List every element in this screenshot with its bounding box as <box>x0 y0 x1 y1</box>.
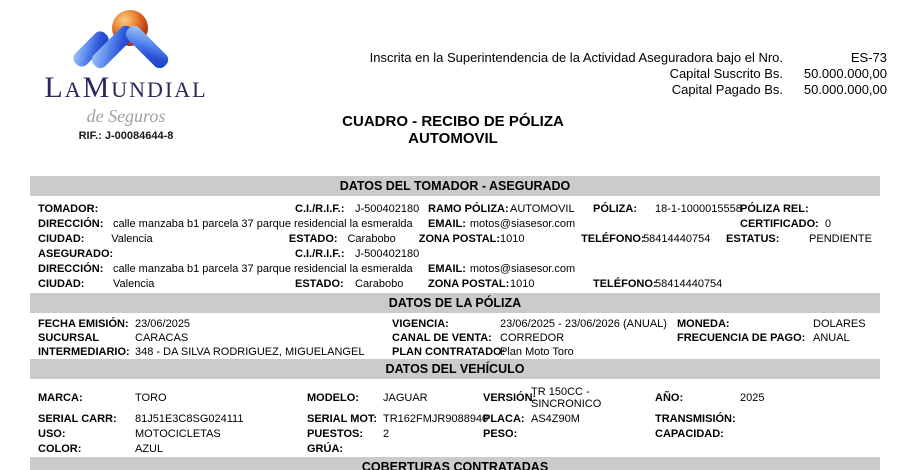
zona-postal-label: ZONA POSTAL: <box>428 278 510 290</box>
frecuencia-pago-label: FRECUENCIA DE PAGO: <box>677 332 806 344</box>
tomador-label: TOMADOR: <box>38 203 99 215</box>
ciudad-value: Valencia <box>111 233 153 245</box>
registration-block <box>370 50 887 98</box>
ano-value: 2025 <box>740 391 765 404</box>
vehiculo-row-2 <box>38 412 872 427</box>
cirif-label: C.I./R.I.F.: <box>295 203 345 215</box>
estado-value: Carabobo <box>355 278 404 290</box>
marca-value: TORO <box>135 391 167 404</box>
version-value: TR 150CC - SINCRONICO <box>531 386 602 410</box>
serial-carroceria-value: 81J51E3C8SG024111 <box>135 413 244 425</box>
transmision-label: TRANSMISIÓN: <box>655 413 736 425</box>
sucursal-label: SUCURSAL <box>38 332 100 344</box>
grua-label: GRÚA: <box>307 443 344 455</box>
direccion-label: DIRECCIÓN: <box>38 218 104 230</box>
poliza-row-3 <box>38 345 872 359</box>
fecha-emision-label: FECHA EMISIÓN: <box>38 318 129 330</box>
company-rif: RIF.: J-00084644-8 <box>78 130 174 142</box>
email-label: EMAIL: <box>428 218 466 230</box>
poliza-rel-label: PÓLIZA REL: <box>740 203 809 215</box>
section-header-coberturas: COBERTURAS CONTRATADAS <box>30 457 880 470</box>
vigencia-value: 23/06/2025 - 23/06/2026 (ANUAL) <box>500 318 667 330</box>
serial-carroceria-label: SERIAL CARR: <box>38 413 117 425</box>
uso-label: USO: <box>38 428 66 440</box>
document-title-line1: CUADRO - RECIBO DE PÓLIZA <box>342 113 564 130</box>
document-body <box>30 176 880 470</box>
marca-label: MARCA: <box>38 391 83 404</box>
capital-suscrito-line <box>370 66 887 82</box>
poliza-row-2 <box>38 331 872 345</box>
document-title <box>0 113 906 147</box>
la-mundial-logo-icon <box>66 8 186 72</box>
section-poliza <box>30 313 880 359</box>
grua-value <box>383 442 483 457</box>
sucursal-value: CARACAS <box>135 332 189 344</box>
estatus-label: ESTATUS: <box>726 233 780 245</box>
poliza-value: 18-1-1000015558 <box>655 203 742 215</box>
email-cell <box>428 262 740 277</box>
poliza-row-1 <box>38 317 872 331</box>
tomador-row-6 <box>38 277 872 292</box>
direccion-value: calle manzaba b1 parcela 37 parque residencial la esmeralda <box>113 218 413 230</box>
estado-value: Carabobo <box>347 233 396 245</box>
section-vehiculo <box>30 379 880 457</box>
document-title-line2: AUTOMOVIL <box>408 130 498 147</box>
email-cell <box>428 217 740 232</box>
vehiculo-row-3 <box>38 427 872 442</box>
telefono-label: TELÉFONO: <box>593 278 657 290</box>
version-label: VERSIÓN: <box>483 391 537 404</box>
fecha-emision-value: 23/06/2025 <box>135 318 191 330</box>
email-label: EMAIL: <box>428 263 466 275</box>
ramo-poliza-value: AUTOMOVIL <box>510 203 575 215</box>
certificado-value: 0 <box>825 218 832 230</box>
telefono-value: 58414440754 <box>655 278 723 290</box>
puestos-value: 2 <box>383 428 390 440</box>
capital-pagado-value: 50.000.000,00 <box>803 82 887 97</box>
moneda-value: DOLARES <box>813 318 866 330</box>
modelo-label: MODELO: <box>307 391 359 404</box>
company-name: LAMUNDIAL <box>44 71 208 104</box>
canal-venta-label: CANAL DE VENTA: <box>392 332 492 344</box>
capital-pagado-line <box>370 82 887 98</box>
ramo-poliza-label: RAMO PÓLIZA: <box>428 203 509 215</box>
ciudad-value: Valencia <box>113 278 155 290</box>
capacidad-value <box>740 427 872 442</box>
serial-motor-label: SERIAL MOT: <box>307 413 378 425</box>
plan-contratado-label: PLAN CONTRATADO: <box>392 346 506 358</box>
color-value: AZUL <box>135 443 164 455</box>
telefono-value: 58414440754 <box>643 233 711 245</box>
section-tomador <box>30 196 880 293</box>
uso-value: MOTOCICLETAS <box>135 428 221 440</box>
email-value: motos@siasesor.com <box>469 218 576 230</box>
cirif-label: C.I./R.I.F.: <box>295 248 345 260</box>
ciudad-label: CIUDAD: <box>38 278 85 290</box>
vigencia-label: VIGENCIA: <box>392 318 449 330</box>
capacidad-label: CAPACIDAD: <box>655 428 724 440</box>
estado-label: ESTADO: <box>295 278 344 290</box>
zona-postal-value: 1010 <box>500 233 525 245</box>
tomador-row-3 <box>38 232 872 247</box>
zona-postal-label: ZONA POSTAL: <box>418 233 501 245</box>
peso-label: PESO: <box>483 428 518 440</box>
tomador-row-4 <box>38 247 872 262</box>
capital-suscrito-value: 50.000.000,00 <box>803 66 887 81</box>
intermediario-label: INTERMEDIARIO: <box>38 346 130 358</box>
asegurado-label: ASEGURADO: <box>38 248 114 260</box>
telefono-label: TELÉFONO: <box>581 233 645 245</box>
moneda-label: MONEDA: <box>677 318 730 330</box>
frecuencia-pago-value: ANUAL <box>813 332 850 344</box>
poliza-rel-value <box>825 202 872 217</box>
asegurado-value <box>113 247 295 262</box>
direccion-label: DIRECCIÓN: <box>38 263 104 275</box>
direccion-value: calle manzaba b1 parcela 37 parque residencial la esmeralda <box>113 263 413 275</box>
certificado-label: CERTIFICADO: <box>740 218 819 230</box>
canal-venta-value: CORREDOR <box>500 332 565 344</box>
capital-suscrito-label: Capital Suscrito Bs. <box>669 66 783 81</box>
transmision-value <box>740 412 872 427</box>
tomador-row-5 <box>38 262 872 277</box>
color-label: COLOR: <box>38 443 82 455</box>
email-value: motos@siasesor.com <box>469 263 576 275</box>
tomador-value <box>113 202 295 217</box>
placa-label: PLACA: <box>483 413 525 425</box>
section-header-tomador: DATOS DEL TOMADOR - ASEGURADO <box>30 176 880 196</box>
poliza-label: PÓLIZA: <box>593 203 637 215</box>
modelo-value: JAGUAR <box>383 391 428 404</box>
estado-label: ESTADO: <box>288 233 338 245</box>
plan-contratado-value: Plan Moto Toro <box>500 346 574 358</box>
registration-number: ES-73 <box>850 50 887 65</box>
section-header-vehiculo: DATOS DEL VEHÍCULO <box>30 359 880 379</box>
cirif-value: J-500402180 <box>355 203 420 215</box>
vehiculo-row-4 <box>38 442 872 457</box>
tomador-row-1 <box>38 202 872 217</box>
vehiculo-row-1 <box>38 384 872 412</box>
puestos-label: PUESTOS: <box>307 428 364 440</box>
intermediario-value: 348 - DA SILVA RODRIGUEZ, MIGUELANGEL <box>135 346 365 358</box>
tomador-row-2 <box>38 217 872 232</box>
registration-label: Inscrita en la Superintendencia de la Actividad Aseguradora bajo el Nro. <box>369 50 783 65</box>
serial-motor-value: TR162FMJR9088940 <box>383 413 489 425</box>
placa-value: AS4Z90M <box>531 413 580 425</box>
ciudad-label: CIUDAD: <box>38 233 85 245</box>
registration-line <box>370 50 887 66</box>
section-header-poliza: DATOS DE LA PÓLIZA <box>30 293 880 313</box>
zona-postal-value: 1010 <box>510 278 535 290</box>
ano-label: AÑO: <box>655 391 684 404</box>
peso-value <box>531 427 655 442</box>
cirif-value: J-500402180 <box>355 248 420 260</box>
company-tagline: de Seguros <box>86 106 166 126</box>
capital-pagado-label: Capital Pagado Bs. <box>671 82 783 97</box>
estatus-value: PENDIENTE <box>809 233 872 245</box>
